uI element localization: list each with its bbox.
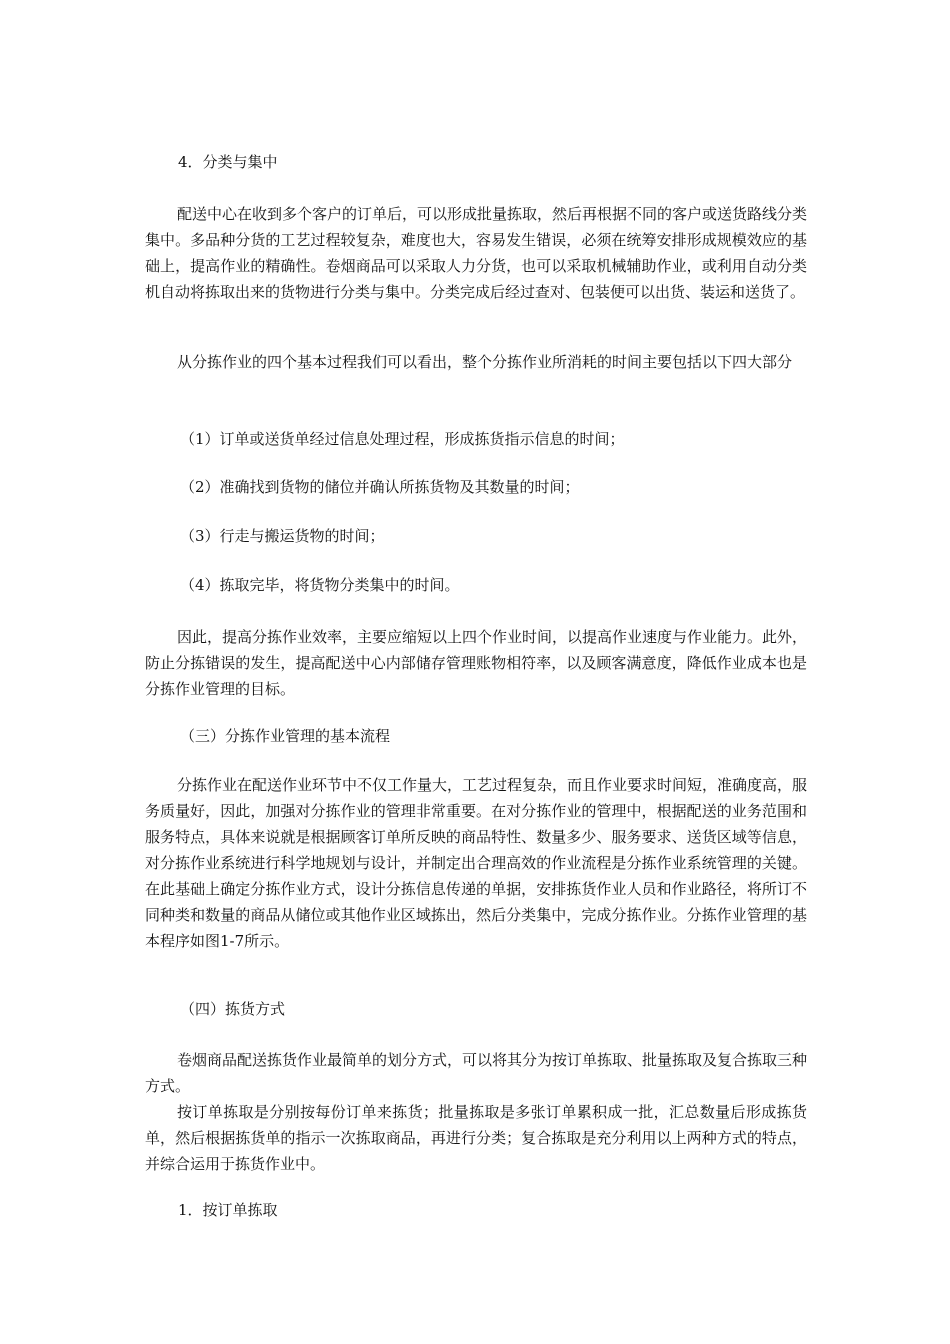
section-heading-four: （四）拣货方式 — [180, 1000, 286, 1018]
paragraph-method-details: 按订单拣取是分别按每份订单来拣货；批量拣取是多张订单累积成一批，汇总数量后形成拣货单，然后根据拣货单的指示一次拣取商品，再进行分类；复合拣取是充分利用以上两种方式的特点，并综合运用于拣货作业中。 — [145, 1103, 807, 1173]
paragraph-time-components: 从分拣作业的四个基本过程我们可以看出，整个分拣作业所消耗的时间主要包括以下四大部分 — [177, 353, 793, 371]
list-item-3: （3）行走与搬运货物的时间； — [180, 527, 385, 545]
paragraph-picking-methods: 卷烟商品配送拣货作业最简单的划分方式，可以将其分为按订单拣取、批量拣取及复合拣取三种方式。 — [145, 1051, 808, 1095]
list-item-1: （1）订单或送货单经过信息处理过程，形成拣货指示信息的时间； — [180, 430, 625, 448]
section-heading-3: （三）分拣作业管理的基本流程 — [180, 727, 391, 745]
list-item-2: （2）准确找到货物的储位并确认所拣货物及其数量的时间； — [180, 478, 580, 496]
paragraph-process: 分拣作业在配送作业环节中不仅工作量大，工艺过程复杂，而且作业要求时间短，准确度高，服务质量好，因此，加强对分拣作业的管理非常重要。在对分拣作业的管理中，根据配送的业务范围和服务特点，具体来说就是根据顾客订单所反映的商品特性、数量多少、服务要求、送货区域等信息，对分拣作业系统进行科学地规划与设计，并制定出合理高效的作业流程是分拣作业系统管理的关键。在此基础上确定分拣作业方式，设计分拣信息传递的单据，安排拣货作业人员和作业路径，将所订不同种类和数量的商品从储位或其他作业区域拣出，然后分类集中，完成分拣作业。分拣作业管理的基本程序如图1-7所示。 — [145, 776, 808, 950]
paragraph-efficiency: 因此，提高分拣作业效率，主要应缩短以上四个作业时间，以提高作业速度与作业能力。此外，防止分拣错误的发生，提高配送中心内部储存管理账物相符率，以及顾客满意度，降低作业成本也是分拣作业管理的目标。 — [145, 628, 808, 698]
paragraph-sorting-collection: 配送中心在收到多个客户的订单后，可以形成批量拣取，然后再根据不同的客户或送货路线分类集中。多品种分货的工艺过程较复杂，难度也大，容易发生错误，必须在统筹安排形成规模效应的基础上，提高作业的精确性。卷烟商品可以采取人力分货，也可以采取机械辅助作业，或利用自动分类机自动将拣取出来的货物进行分类与集中。分类完成后经过查对、包装便可以出货、装运和送货了。 — [145, 205, 808, 301]
section-heading-1: 1．按订单拣取 — [178, 1201, 278, 1219]
list-item-4: （4）拣取完毕，将货物分类集中的时间。 — [180, 576, 460, 594]
section-heading-4: 4．分类与集中 — [178, 153, 278, 171]
